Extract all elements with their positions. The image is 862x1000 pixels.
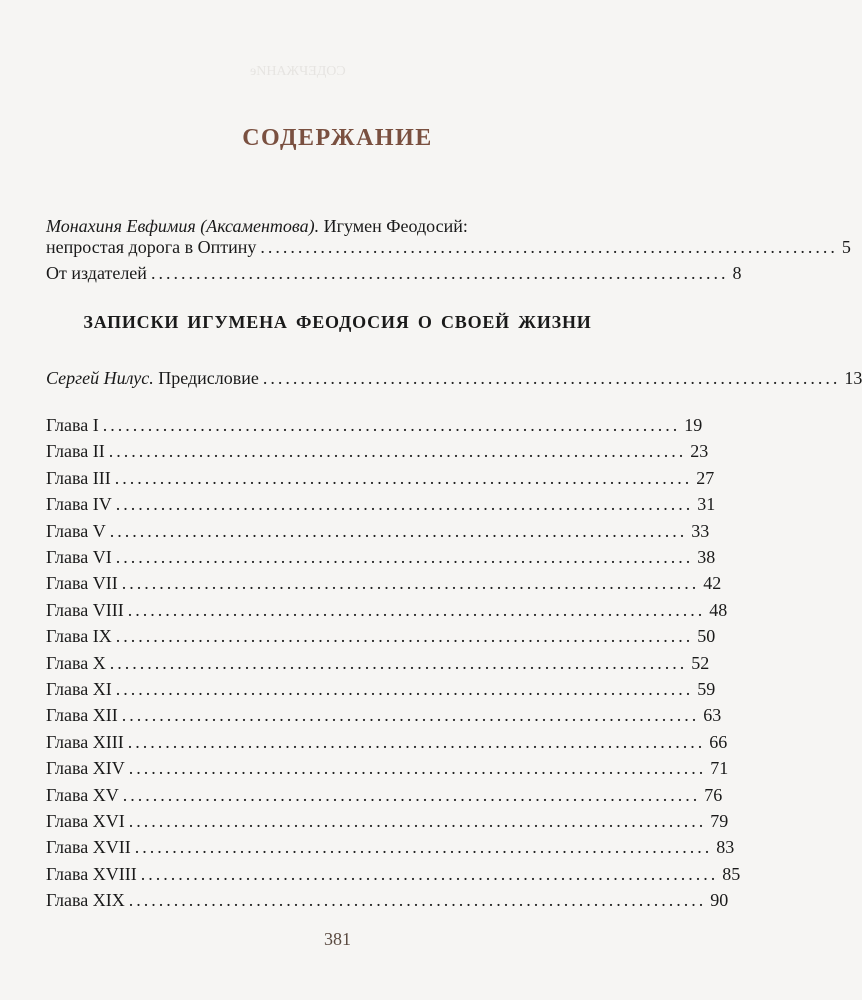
toc-entry-label: Глава VII [46,573,118,594]
toc-entry-chapter [46,438,709,464]
toc-page-number: 23 [690,441,709,462]
toc-entry-intro [46,234,851,260]
toc-entry-label: Глава VI [46,547,112,567]
toc-entry-label: Глава VIII [46,599,124,620]
dot-leader: ............................................................................. [109,652,688,673]
toc-page-number: 31 [697,494,716,515]
toc-entry-label: Глава IX [46,626,112,647]
toc-page-number: 83 [716,837,735,858]
toc-page-number: 52 [691,652,710,673]
intro-title-part1: Игумен Феодосий: [323,216,468,236]
toc-page-number: 42 [703,573,722,594]
toc-page-number: 90 [710,890,729,911]
toc-entry-label: Глава V [46,520,106,541]
toc-entry-chapter [46,491,716,517]
dot-leader: ............................................................................. [108,441,687,462]
toc-entry-label [46,365,259,391]
toc-entry-publishers [46,260,742,286]
dot-leader: ............................................................................. [114,467,693,488]
toc-entry-label: Глава XIII [46,731,124,752]
dot-leader: ............................................................................. [134,837,713,858]
toc-entry-chapter [46,755,729,781]
toc-entry-chapter [46,887,729,913]
dot-leader: ............................................................................. [115,547,694,567]
dot-leader: ............................................................................. [260,237,838,257]
toc-page-number: 13 [844,368,862,388]
toc-page-number: 5 [841,237,851,257]
dot-leader: ............................................................................. [109,520,688,541]
preface-author: Сергей Нилус. [46,368,154,388]
toc-entry-chapter [46,570,722,596]
toc-entry-label: Глава XVII [46,837,131,858]
dot-leader: ............................................................................. [128,758,707,779]
dot-leader: ............................................................................. [122,784,701,805]
show-through-text: ɘNHAЖЧƎДOƆ [250,64,346,79]
toc-entry-chapter [46,676,716,702]
toc-entry-label: От издателей [46,263,147,283]
toc-entry-chapter [46,597,728,623]
intro-author: Монахиня Евфимия (Аксаментова). [46,216,320,236]
toc-entry-chapter [46,782,723,808]
toc-page-number: 38 [697,547,716,567]
dot-leader: ............................................................................. [150,263,729,283]
toc-entry-chapter [46,702,722,728]
dot-leader: ............................................................................. [140,863,719,884]
toc-page-number: 85 [722,863,741,884]
dot-leader: ............................................................................. [128,890,707,911]
toc-entry-chapter [46,623,716,649]
toc-entry-chapter [46,808,729,834]
page-title: СОДЕРЖАНИЕ [242,125,433,151]
toc-page-number: 8 [732,263,742,283]
toc-entry-label: Глава III [46,467,111,488]
toc-entry-label: Глава II [46,441,105,462]
toc-page-number: 48 [709,599,728,620]
toc-page-number: 79 [710,811,729,831]
toc-page-number: 76 [704,784,723,805]
toc-entry-label: Глава I [46,415,99,435]
toc-entry-chapter [46,518,710,544]
toc-entry-label: Глава XII [46,705,118,726]
dot-leader: ............................................................................. [127,599,706,620]
dot-leader: ............................................................................. [127,731,706,752]
toc-page-number: 63 [703,705,722,726]
toc-entry-label: Глава XI [46,679,112,699]
toc-entry-chapter [46,465,715,491]
toc-page-number: 27 [696,467,715,488]
toc-entry-chapter [46,729,728,755]
toc-entry-label: Глава XIX [46,890,125,911]
page-number: 381 [324,929,351,949]
toc-entry-label: Глава XVIII [46,863,137,884]
toc-entry-label: непростая дорога в Оптину [46,237,257,257]
toc-entry-chapter [46,834,735,860]
dot-leader: ............................................................................. [128,811,707,831]
toc-entry-chapter [46,650,710,676]
toc-entry-label: Глава XV [46,784,119,805]
toc-page-number: 50 [697,626,716,647]
toc-entry-chapter [46,412,703,438]
dot-leader: ............................................................................. [121,705,700,726]
toc-entry-label: Глава IV [46,494,112,515]
toc-entry-label: Глава XIV [46,758,125,779]
dot-leader: ............................................................................. [121,573,700,594]
toc-page-number: 66 [709,731,728,752]
toc-entry-chapter [46,544,716,570]
dot-leader: ............................................................................. [115,626,694,647]
toc-page-number: 59 [697,679,716,699]
toc-entry-chapter [46,861,741,887]
dot-leader: ............................................................................. [262,368,841,388]
section-heading: ЗАПИСКИ ИГУМЕНА ФЕОДОСИЯ О СВОЕЙ ЖИЗНИ [83,312,592,332]
dot-leader: ............................................................................. [115,494,694,515]
preface-label: Предисловие [158,368,259,388]
toc-page-number: 19 [684,415,703,435]
toc-entry-label: Глава XVI [46,811,125,831]
toc-page-number: 71 [710,758,729,779]
toc-page-number: 33 [691,520,710,541]
toc-entry-preface [46,365,862,391]
toc-entry-label: Глава X [46,652,106,673]
dot-leader: ............................................................................. [102,415,681,435]
dot-leader: ............................................................................. [115,679,694,699]
